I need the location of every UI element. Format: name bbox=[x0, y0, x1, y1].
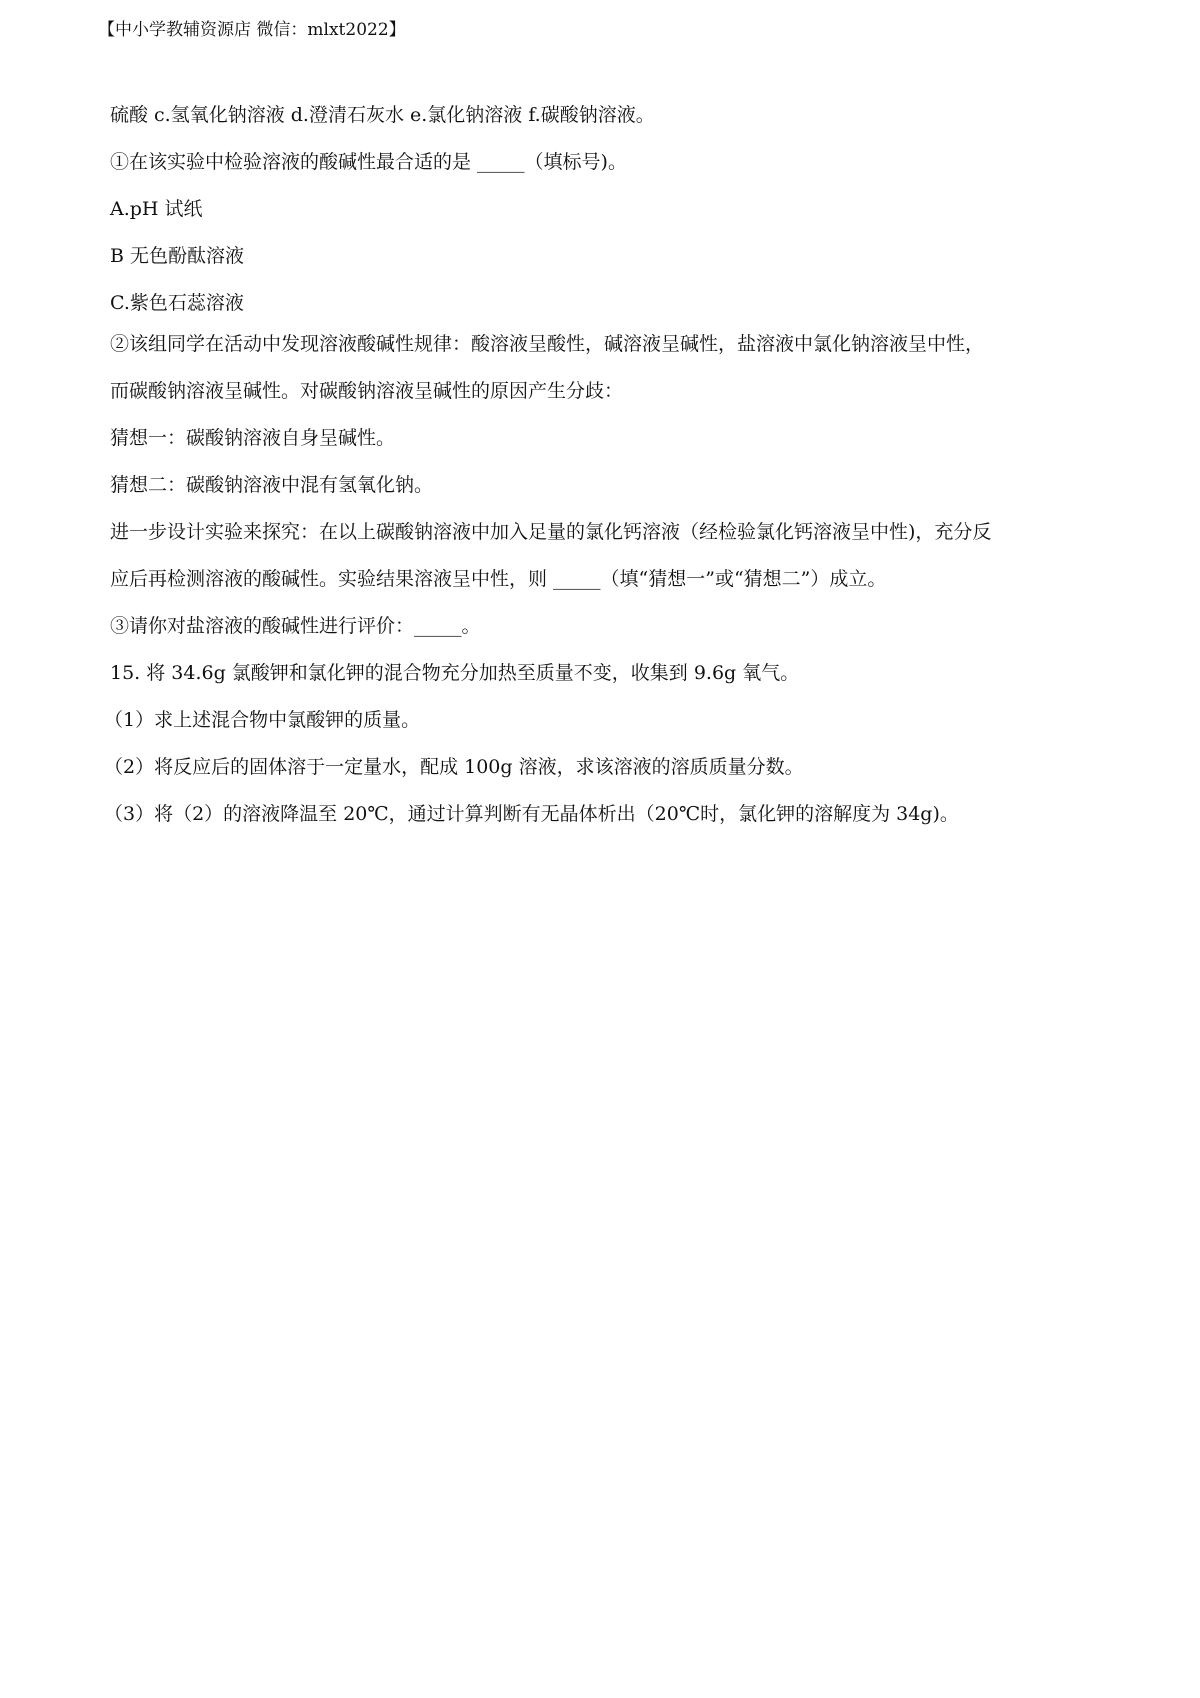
question-1-line: ①在该实验中检验溶液的酸碱性最合适的是 _____（填标号)。 bbox=[110, 151, 627, 173]
question-2-line-1: ②该组同学在活动中发现溶液酸碱性规律：酸溶液呈酸性，碱溶液呈碱性，盐溶液中氯化钠溶液呈中性， bbox=[110, 333, 985, 355]
question-2-line-2: 而碳酸钠溶液呈碱性。对碳酸钠溶液呈碱性的原因产生分歧： bbox=[110, 380, 624, 402]
hypothesis-2-line: 猜想二：碳酸钠溶液中混有氢氧化钠。 bbox=[110, 474, 434, 496]
problem-15-part-2: （2）将反应后的固体溶于一定量水，配成 100g 溶液，求该溶液的溶质质量分数。 bbox=[104, 756, 804, 778]
problem-15-part-3: （3）将（2）的溶液降温至 20℃，通过计算判断有无晶体析出（20℃时，氯化钾的溶解度为 34g)。 bbox=[104, 803, 959, 825]
document-body bbox=[104, 101, 1110, 847]
problem-15-line: 15. 将 34.6g 氯酸钾和氯化钾的混合物充分加热至质量不变，收集到 9.6g 氧气。 bbox=[110, 662, 800, 684]
reagent-list-line: 硫酸 c.氢氧化钠溶液 d.澄清石灰水 e.氯化钠溶液 f.碳酸钠溶液。 bbox=[110, 104, 655, 126]
hypothesis-1-line: 猜想一：碳酸钠溶液自身呈碱性。 bbox=[110, 427, 396, 449]
page-header-watermark: 【中小学教辅资源店 微信：mlxt2022】 bbox=[98, 20, 406, 40]
option-c-line: C.紫色石蕊溶液 bbox=[110, 292, 244, 314]
question-3-line: ③请你对盐溶液的酸碱性进行评价：_____。 bbox=[110, 615, 481, 637]
option-a-line: A.pH 试纸 bbox=[110, 198, 203, 220]
experiment-line-1: 进一步设计实验来探究：在以上碳酸钠溶液中加入足量的氯化钙溶液（经检验氯化钙溶液呈中性)，充分反 bbox=[110, 521, 992, 543]
problem-15-part-1: （1）求上述混合物中氯酸钾的质量。 bbox=[104, 709, 421, 731]
experiment-line-2: 应后再检测溶液的酸碱性。实验结果溶液呈中性，则 _____（填“猜想一”或“猜想二”）成立。 bbox=[110, 568, 887, 590]
option-b-line: B 无色酚酞溶液 bbox=[110, 245, 245, 267]
